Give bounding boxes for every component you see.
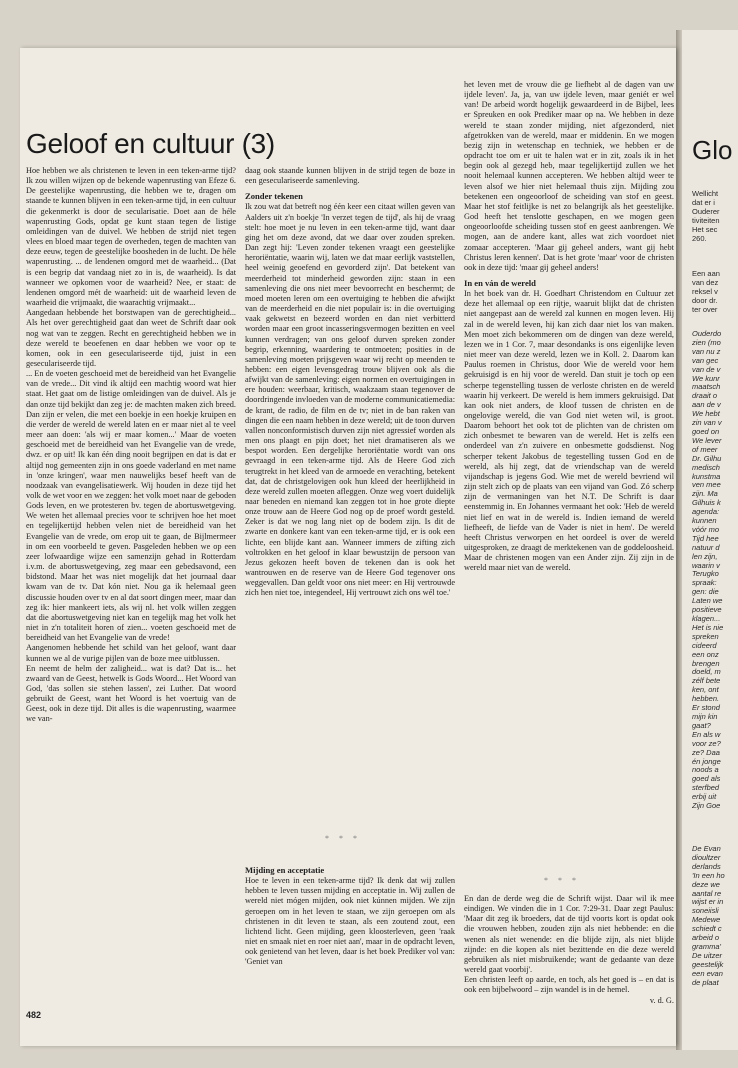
article-column-3 [464, 80, 674, 574]
article-title: Geloof en cultuur (3) [26, 128, 275, 159]
adjacent-page-line: aantal re [692, 888, 722, 898]
adjacent-page-line: geestelijk [692, 959, 724, 969]
adjacent-page-line: We lever [692, 435, 722, 445]
adjacent-page-line: van dez [692, 277, 719, 287]
adjacent-page-line: ven mee [692, 480, 721, 490]
adjacent-page-line: De uitzer [692, 950, 723, 960]
adjacent-page-line: vóór mo [692, 524, 720, 534]
page-number: 482 [26, 1010, 42, 1020]
adjacent-page-line: een evan [692, 968, 723, 978]
adjacent-page-line: Ouderdo [692, 330, 722, 338]
paragraph: Hoe hebben we als christenen te leven in een teken-arme tijd? Ik zou willen wijzen op de bekende wapenrusting van Efeze 6. De geestelijke wapenrusting, die hebben we te, dragen om staande te kunnen blijven in een teken-arme tijd, in een cultuur die gekenmerkt is door de secularisatie. Doet aan de héle wapenrusting Gods, opdat ge kunt staan tegen de listige omleidingen van de duivel. We hebben de strijd niet tegen vlees en bloed maar tegen de overheden, tegen de machten van deze eeuw, tegen de geestelijke boosheden in de lucht. De héle wapenrusting. ... de lendenen omgord met de waarheid... (Dat is een begrip dat vandaag niet zo in is, de waarheid). Is dat wanneer we opkomen voor de waarheid? Nee, er staat: de lendenen omgord mét de waarheid: uit de waarheid leven de waarheid die vrijmaakt, die waarachtig vrijmaakt... [26, 166, 236, 308]
adjacent-page-line: cideerd [692, 640, 717, 650]
adjacent-page-line: klagen... [692, 614, 721, 623]
adjacent-page-line: derlands [692, 861, 721, 871]
adjacent-page-text-block [692, 845, 738, 988]
adjacent-page-line: goed on [692, 426, 720, 436]
adjacent-page-line: mijn kin [692, 711, 718, 721]
adjacent-page-line: Wellicht [692, 190, 719, 198]
adjacent-page-line: dioultzer [692, 852, 721, 862]
adjacent-page-line: ken, ont [692, 685, 719, 695]
adjacent-page-line: Medewe [692, 915, 721, 925]
adjacent-page-line: natuur d [692, 542, 720, 552]
adjacent-page-line: goed als [692, 774, 721, 784]
adjacent-page-line: ter over [692, 304, 718, 314]
article-column-1 [26, 166, 236, 725]
adjacent-page-line: zélf bete [692, 676, 721, 686]
adjacent-page-line: gramma' [692, 941, 721, 951]
adjacent-page-line: wijst er in [692, 897, 724, 907]
adjacent-page-line: len zijn, [692, 551, 718, 561]
adjacent-page-line: brengen [692, 658, 720, 668]
page-gutter [676, 30, 682, 1050]
paragraph: En neemt de helm der zaligheid... wat is dat? Dat is... het zwaard van de Geest, hetwelk is Gods Woord... Het Woord van God, 'das sollen sie stehen lassen', zei Luther. Dat woord gebruikt de Geest, want het Woord is het voertuig van de Geest, ook in deze tijd. Dit alles is die wapenrusting, waarmee we van- [26, 663, 236, 724]
adjacent-page-line: de plaat [692, 977, 719, 987]
adjacent-page-line: van nu z [692, 346, 721, 356]
adjacent-page-line: sterfbed [692, 783, 720, 793]
adjacent-page-line: Tijd hee [692, 533, 719, 543]
adjacent-page-line: Dr. Gilhu [692, 453, 722, 463]
paragraph: In het boek van dr. H. Goedhart Christendom en Cultuur zet deze het allemaal op een rijtje, waaruit blijkt dat de christen niet aangepast aan de wereld zal kunnen en mogen leven. Hij zal in de wereld leven, hij kan zich daar niet los van maken. Men moet zich bekommeren om de dingen van deze wereld, lezen we in 1 Cor. 7, maar desondanks is ons eigenlijke leven niet meer van deze wereld, lezen we in Koll. 2. Daarom kan Paulus roemen in Christus, door Wie de wereld voor hem gekruisigd is en hij voor de wereld. Dan stuit je toch op een scherpe tegenstelling tussen de verloste christen en de wereld waarin hij verkeert. De wereld is hem immers gekruisigd. Dat kan ook niet anders, de kloof tussen de christen en de ongelovige wereld, die van God niet weten wil, is groot. Daarom behoort het ook tot de plichten van de christen om zich onbesmet te bewaren van de wereld. Het is zelfs een onderdeel van z'n zuivere en onbesmette godsdienst. Nog scherper tekent Jakobus de tegestelling tussen God en de wereld, als hij zegt, dat de vriendschap van de wereld vijandschap is jegens God. Wie met de wereld bevriend wil zijn stelt zich op de plaats van een vijand van God. Zó scherp zijn de vermaningen van het N.T. De Schrift is daar eenstemmig in. En Johannes vermaant het ook: 'Heb de wereld niet lief en wat in de wereld is. Indien iemand de wereld liefheeft, de liefde van de Vader is niet in hem'. De wereld heeft Christus verworpen en het oordeel is over de wereld uitgesproken, ze draagt de merktekenen van de goddeloosheid. Maar de christenen mogen van een Ander zijn. Zij zijn in de wereld maar niet van de wereld. [464, 289, 674, 573]
adjacent-page-line: gen: die [692, 587, 719, 597]
paragraph: ... En de voeten geschoeid met de bereidheid van het Evangelie van de vrede... Dit vind ik altijd een machtig woord wat hier staat. Het gaat om de listige omleidingen van de duivel. Als je dan onze tijd bekijkt dan zeg je: de machten maken zich breed. Dan zijn er velen, die met een boekje in een hoekje kruipen en die verder de wereld de wereld laten en er maar niet al te veel meer aan doen: 'als wij er maar komen...' Maar de voeten geschoeid met de bereidheid van het Evangelie van de vrede, dwz. er op uit! Ik kan één ding nooit begrijpen en dat is dat er altijd nog gemeenten zijn in ons goede vaderland en met name in 'onze kringen', waar men nauwelijks besef heeft van de noodzaak van evangelisatiewerk. Wij houden in deze tijd het volk de wet voor en we zeggen: het volk moet naar de geboden Gods leven, en we protesteren bv. tegen de abortuswetgeving. We weten het allemaal precies voor te schrijven hoe het moet en tegelijkertijd hebben velen niet de bereidheid van het Evangelie van de vrede, om erop uit te gaan, de Bijlmermeer in om een voorbeeld te geven. Pasgeleden hebben we op een zeer lofwaardige wijze een samenzijn gehad in Rotterdam i.v.m. de abortuswetgeving, zeg maar een gebedsavond, een bidstond. Maar het was niet mogelijk dat het journaal daar kwam van de tv. Dat kón niet. Nou ga ik helemaal geen discussie houden over tv en al dat soort dingen meer, maar dan zeg ik: hier mankeert iets, als wij nl. het volk willen zeggen dat die abortuswetgeving niet kan en tegelijk mag het volk het niet in z'n totaliteit horen of zien... voeten geschoeid met de bereidheid van het Evangelie van de vrede! [26, 369, 236, 643]
adjacent-page-line: soneiisli [692, 906, 719, 916]
paragraph: Aangedaan hebbende het borstwapen van de gerechtigheid... Als het over gerechtigheid gaat dan weet de Schrift daar ook nog wat van te zeggen. Recht en gerechtigheid hebben we in deze wereld te beoefenen en daar hebben we voor op te komen, ook in een geseculariseerde tijd, juist in een geseculariseerde tijd. [26, 308, 236, 368]
adjacent-page-line: medisch [692, 462, 720, 472]
adjacent-page-title: Glo [692, 135, 733, 165]
adjacent-page-text-block [692, 270, 738, 315]
paragraph: het leven met de vrouw die ge liefhebt al de dagen van uw ijdele leven'. Ja, ja, van uw ijdele leven, maar geniét er wel van! De arbeid wordt hogelijk gewaardeerd in de Bijbel, lees er Spreuken en ook Prediker maar op na. We hebben in deze wereld te staan zonder mijding, niet afgezonderd, niet afgetrokken van de wereld, maar er middenin. En we mogen bezig zijn in wetenschap en techniek, we hebben er de opdracht toe om er uit te halen wat er in zit, zoals ik in het begin ook al gezegd heb, maar tegelijkertijd zullen we het nooit helemaal kunnen accepteren. We hebben altijd weer te leven alsof we hier niet helemaal thuis zijn. Mijding zou betekenen een ongeoorloof de scheiding van stof en geest. Maar het stof feitlijke is net zo belangrijk als het geestelijke. God heeft het tenslotte geschapen, en we mogen geen ongeoorloofde scheiding tussen stof en geest aanbrengen. We mogen, aan de andere kant, alles wat zich voordoet niet zomaar accepteren. 'Maar gij geheel anders, want gij hebt Christus leren kennen'. Dat is het grote 'maar' voor de christen ook in deze tijd: 'maar gij geheel anders! [464, 80, 674, 272]
adjacent-page-line: Het is nie [692, 622, 724, 632]
article-column-2 [245, 166, 455, 599]
adjacent-page-line: Een aan [692, 270, 720, 278]
adjacent-page-line: Terugko [692, 569, 719, 579]
adjacent-page-line: spreken [692, 631, 719, 641]
section-separator: * * * [544, 876, 580, 885]
adjacent-page-line: zien (mo [692, 337, 721, 347]
adjacent-page-line: dat er i [692, 197, 715, 207]
adjacent-page-line: spraak: [692, 578, 717, 588]
adjacent-page-line: draait o [692, 391, 718, 401]
section-heading: Zonder tekenen [245, 191, 303, 202]
article-column-2-lower [245, 860, 455, 968]
adjacent-page-line: hebben. [692, 694, 720, 704]
adjacent-page-line: En als w [692, 729, 721, 739]
paragraph: Hoe te leven in een teken-arme tijd? Ik denk dat wij zullen hebben te leven tussen mijding en acceptatie in. Wij zullen de wereld niet mógen mijden, ook niet kúnnen mijden. We zijn geroepen om in het leven te staan, we zijn geroepen om als christenen in dit leven te staan, als een zoutend zout, een lichtend licht. Geen mijding, geen kloosterleven, geen 'raak niet en smaak niet en roer niet aan', maar in de opdracht leven, ook genietend van het leven, daar is het boek Prediker vol van: 'Geniet van [245, 876, 455, 967]
adjacent-page-fragment [680, 30, 738, 1050]
adjacent-page-line: Er stond [692, 703, 720, 713]
paragraph: daag ook staande kunnen blijven in de strijd tegen de boze in een geseculariseerde samenleving. [245, 166, 455, 186]
adjacent-page-line: erbij uit [692, 792, 717, 802]
adjacent-page-line: kunnen [692, 516, 717, 526]
adjacent-page-line: aan de v [692, 400, 721, 410]
adjacent-page-line: agenda: [692, 507, 720, 517]
section-heading: Mijding en acceptatie [245, 865, 325, 875]
author-signature: v. d. G. [649, 995, 674, 1005]
adjacent-page-line: Laten we [692, 596, 723, 606]
adjacent-page-line: We kunr [692, 373, 720, 383]
adjacent-page-line: gaat? [692, 720, 711, 730]
adjacent-page-line: Het sec [692, 224, 718, 234]
adjacent-page-line: schiedt c [692, 924, 722, 934]
section-separator: * * * [325, 834, 361, 843]
adjacent-page-text-block [692, 330, 738, 811]
adjacent-page-line: reksel v [692, 286, 718, 296]
paragraph: Aangenomen hebbende het schild van het geloof, want daar kunnen we al de vurige pijlen van de boze mee uitblussen. [26, 643, 236, 663]
paragraph: En dan de derde weg die de Schrift wijst. Daar wil ik mee eindigen. We vinden die in 1 Cor. 7:29-31. Daar zegt Paulus: 'Maar dit zeg ik broeders, dat de tijd voorts kort is opdat ook die vrouwen hebben, zouden zijn als niet hebbende: en die wenen als niet wenende: en die blijde zijn, als niet blijde zijnde: en die kopen als niet bezittende en die deze wereld gebruiken als niet misbruikende; want de gedaante van deze wereld gaat voorbij'. [464, 894, 674, 975]
magazine-page [20, 48, 676, 1046]
adjacent-page-line: De Evan [692, 845, 721, 853]
adjacent-page-line: zijn. Ma [692, 489, 718, 499]
adjacent-page-line: of meer [692, 444, 718, 454]
adjacent-page-text-block [692, 190, 738, 243]
adjacent-page-line: maatsch [692, 382, 721, 392]
section-heading: In en ván de wereld [464, 277, 536, 288]
paragraph: Een christen leeft op aarde, en toch, als het goed is – en dat is ook een bijbelwoord – zijn wandel is in de hemel. [464, 975, 674, 995]
paragraph: Ik zou wat dat betreft nog één keer een citaat willen geven van Aalders uit z'n boekje 'In verzet tegen de tijd', als hij de vraag stelt: hoe moet je nu leven in een teken-arme tijd, want daar ging het om deze avond, dat we daar over zouden spreken. Dan zegt hij: 'Leven zonder tekenen vraagt een geestelijke heroriëntatie, waarin wij, laten we dat maar eerlijk vaststellen, heel weinig geoefend en gevorderd zijn'. Dat betekent van meerderheid tot minderheid geworden zijn: staan in een samenleving die ons niet meer bevoorrecht en beschermt; de moed moeten leren om een overtuiging te hebben die afwijkt van de meerderheid en die niet populair is: in die overtuiging vaak gekwetst en bezeerd worden en dan niet verbitterd worden maar een groot incasseringsvermogen bezitten en veel kunnen verdragen; van ons geloof durven spreken zonder begrip, erkenning, waardering te ontmoeten; posities in de samenleving moeten prijsgeven waar wij recht op meenden te hebben: een eigen levensgedrag trouw blijven ook als die afwijkt van de samenleving: eigen normen en overtuigingen in ere houden: weerbaar, kritisch, waakzaam staan tegenover de doordringende invloeden van de moderne communicatiemedia: de krant, de radio, de film en de tv; niet in de ban raken van dingen die een naam hebben in deze wereld; uit de toon durven vallen nonconformistisch durven zijn niet agressief worden als men ons plaagt en pijn doet; het niet dramatiseren als we bespot worden. Een dergelijke heroriëntatie wordt van ons gevraagd in een teken-arme tijd. Als de Heere God zich terugtrekt in het kleed van de armoede en verachting, betekent dat, dat de christgelovigen ook hun kleed der heerlijkheid in deze wereld zullen moeten afleggen. Onze weg voert duidelijk naar beneden en niemand kan zeggen tot in hoe grote diepte onze trouw aan de Heere God nog op de proef wordt gesteld. Zeker is dat we nog lang niet op de bodem zijn. Is dit de zwarte en donkere kant van een teken-arme tijd, er is ook een lichte, een blijde kant aan. Wanneer immers de zifting zich voltrokken en het geloof in klaar bewustzijn de persoon van Jezus gekozen heeft boven de tekenen dan is ook het wantrouwen en de reserve van de Heere God tegenover ons weggevallen. Dan geldt voor ons niet meer: en Hij vertrouwde zich hen niet toe, integendeel, Hij vertrouwt zich ons wél toe.' [245, 202, 455, 598]
adjacent-page-line: doeld, m [692, 667, 721, 677]
adjacent-page-line: én jonge [692, 756, 721, 766]
adjacent-page-line: arbeid o [692, 933, 720, 943]
adjacent-page-line: noods a [692, 765, 719, 775]
adjacent-page-line: van gec [692, 355, 719, 365]
article-column-3-lower [464, 894, 674, 1006]
adjacent-page-line: ze? Daa [692, 747, 720, 757]
adjacent-page-line: 260. [692, 233, 707, 243]
adjacent-page-line: Gilhuis k [692, 498, 721, 508]
adjacent-page-line: kunstma [692, 471, 721, 481]
adjacent-page-line: 'In een ho [692, 870, 725, 880]
adjacent-page-line: Zijn Goe [692, 801, 721, 811]
adjacent-page-line: zin van v [692, 418, 722, 428]
adjacent-page-line: deze we [692, 879, 720, 889]
adjacent-page-line: een onz [692, 649, 719, 659]
adjacent-page-line: waarin v [692, 560, 720, 570]
adjacent-page-line: Ouderer [692, 206, 720, 216]
adjacent-page-line: tiviteiten [692, 215, 720, 225]
adjacent-page-line: We hebt [692, 409, 720, 419]
adjacent-page-line: door dr. [692, 295, 718, 305]
adjacent-page-line: voor ze? [692, 738, 721, 748]
adjacent-page-line: van de v [692, 364, 721, 374]
adjacent-page-line: positieve [692, 605, 722, 615]
